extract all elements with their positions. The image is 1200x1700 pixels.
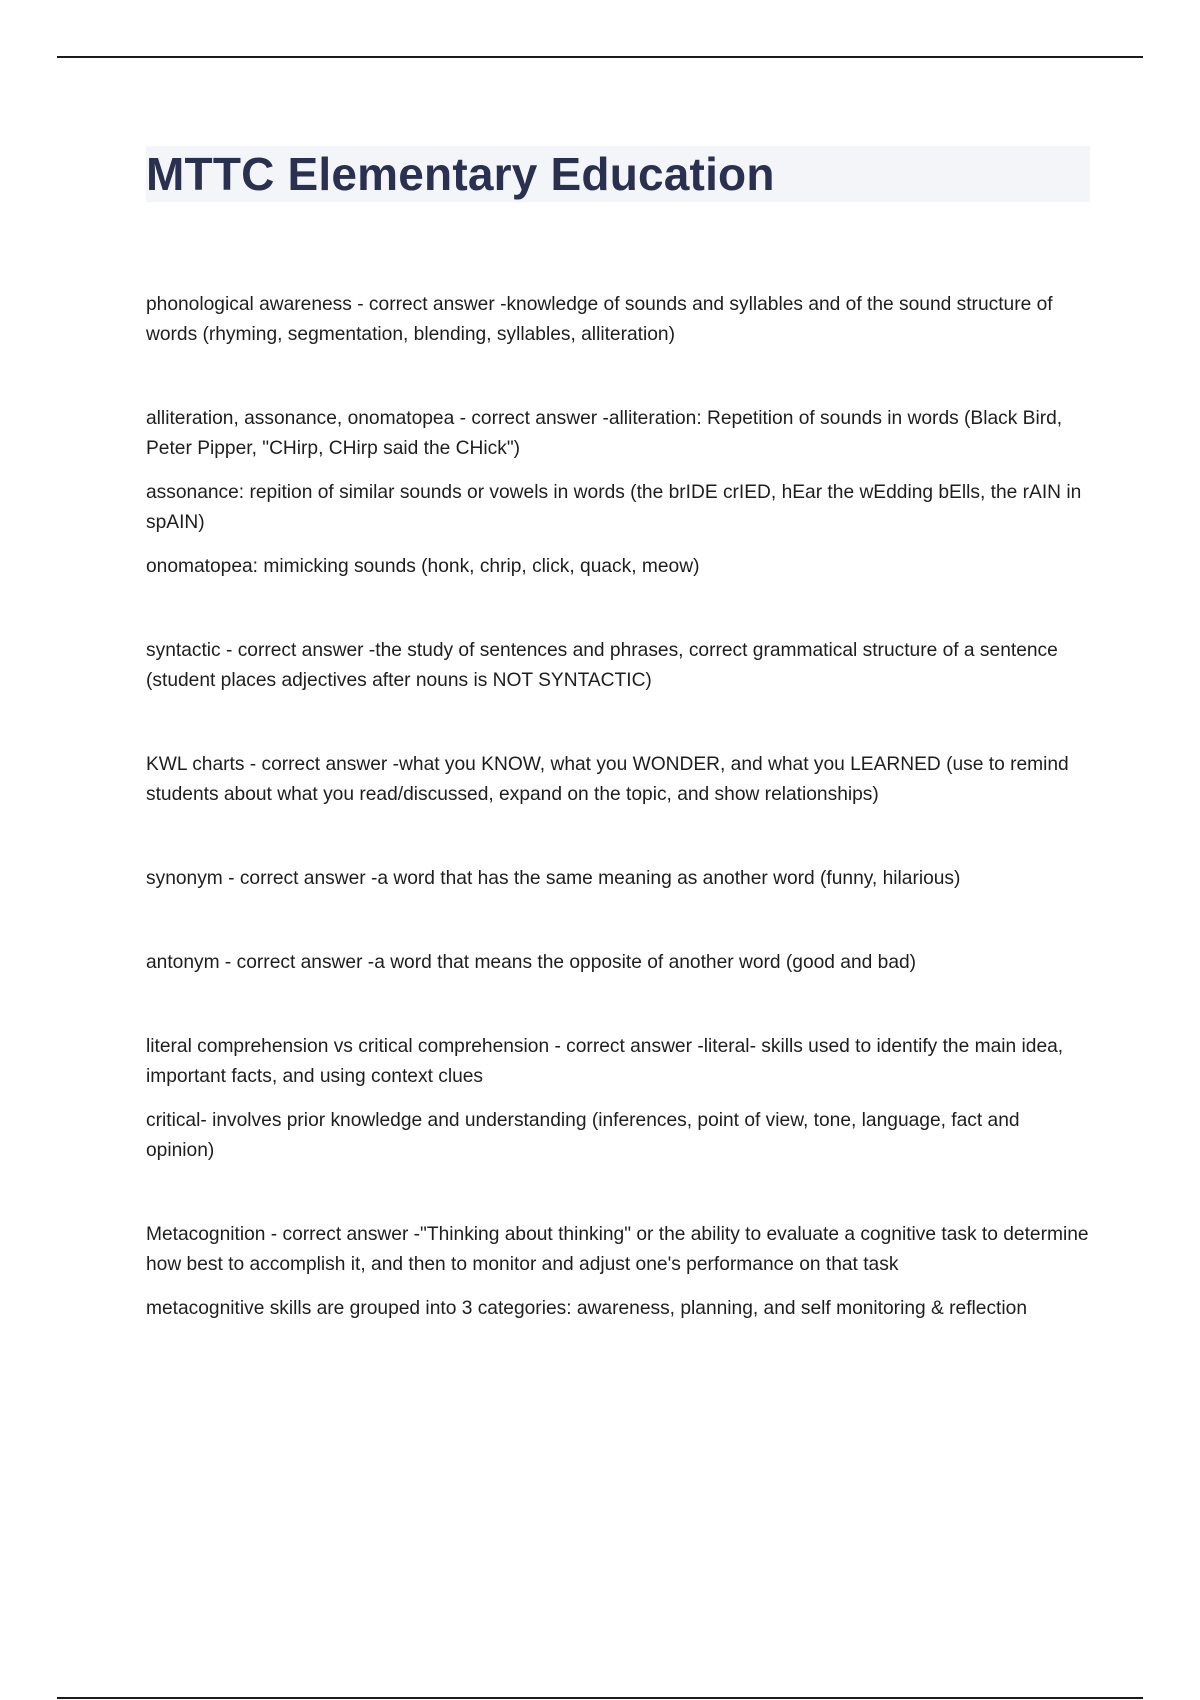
entry-phonological-awareness bbox=[146, 290, 1090, 350]
entry-antonym bbox=[146, 948, 1090, 978]
entry-text: assonance: repition of similar sounds or vowels in words (the brIDE crIED, hEar the wEdding bElls, the rAIN in spAIN) bbox=[146, 482, 1082, 533]
entry-text: synonym - correct answer -a word that has the same meaning as another word (funny, hilarious) bbox=[146, 868, 961, 889]
entry-kwl-charts bbox=[146, 750, 1090, 810]
entry-text: KWL charts - correct answer -what you KNOW, what you WONDER, and what you LEARNED (use to remind students about what you read/discussed, expand on the topic, and show relationships) bbox=[146, 754, 1069, 805]
entry-text: critical- involves prior knowledge and understanding (inferences, point of view, tone, language, fact and opinion) bbox=[146, 1110, 1020, 1161]
bottom-divider bbox=[57, 1697, 1143, 1699]
entry-text: syntactic - correct answer -the study of sentences and phrases, correct grammatical structure of a sentence (student places adjectives after nouns is NOT SYNTACTIC) bbox=[146, 640, 1058, 691]
entry-text: Metacognition - correct answer -"Thinking about thinking" or the ability to evaluate a cognitive task to determine how best to accomplish it, and then to monitor and adjust one's performance on that task bbox=[146, 1224, 1089, 1275]
entry-synonym bbox=[146, 864, 1090, 894]
page-title: MTTC Elementary Education bbox=[146, 148, 775, 200]
entry-metacognition bbox=[146, 1220, 1090, 1324]
entry-text: phonological awareness - correct answer -knowledge of sounds and syllables and of the sound structure of words (rhyming, segmentation, blending, syllables, alliteration) bbox=[146, 294, 1053, 345]
entry-text: antonym - correct answer -a word that means the opposite of another word (good and bad) bbox=[146, 952, 917, 973]
entry-text: literal comprehension vs critical comprehension - correct answer -literal- skills used to identify the main idea, important facts, and using context clues bbox=[146, 1036, 1064, 1087]
entry-text: metacognitive skills are grouped into 3 categories: awareness, planning, and self monitoring & reflection bbox=[146, 1298, 1027, 1319]
entry-text: alliteration, assonance, onomatopea - correct answer -alliteration: Repetition of sounds in words (Black Bird, Peter Pipper, "CHirp, CHirp said the CHick") bbox=[146, 408, 1063, 459]
entry-syntactic bbox=[146, 636, 1090, 696]
entry-alliteration-assonance-onomatopea bbox=[146, 404, 1090, 582]
top-divider bbox=[57, 56, 1143, 58]
entry-literal-vs-critical-comprehension bbox=[146, 1032, 1090, 1166]
entry-text: onomatopea: mimicking sounds (honk, chrip, click, quack, meow) bbox=[146, 556, 700, 577]
flashcard-list bbox=[146, 290, 1090, 1378]
